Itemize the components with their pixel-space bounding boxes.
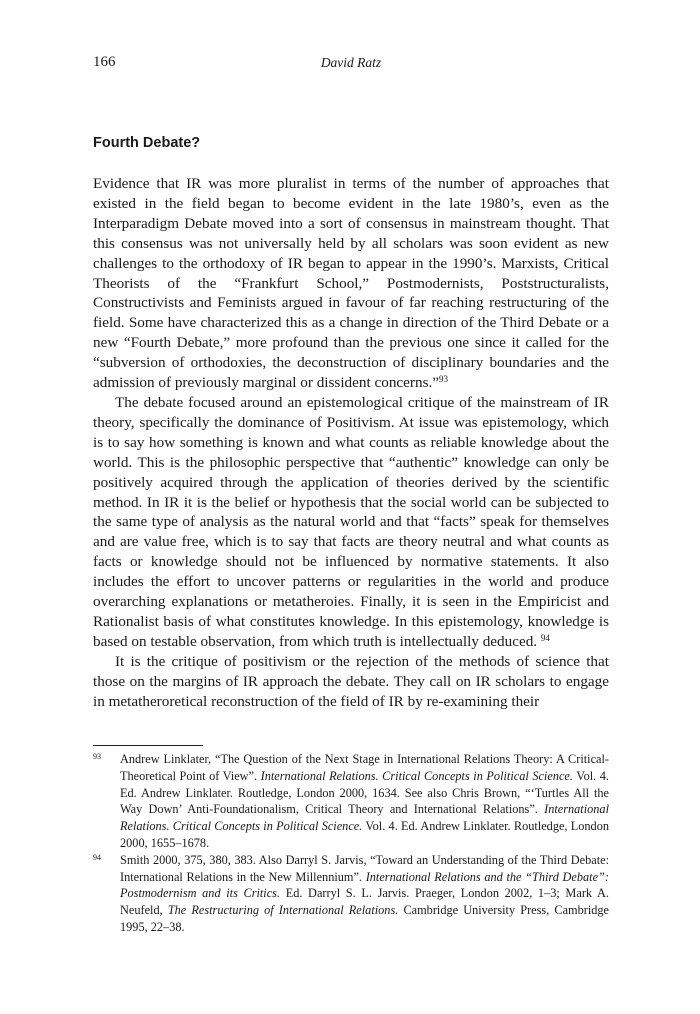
page-number: 166 [93,54,116,70]
footnote-text: Smith 2000, 375, 380, 383. Also Darryl S. Jarvis, “Toward an Understanding of the Third Debate: International Relations in the New Millennium”. [120,852,609,884]
footnote-text: Cambridge University Press, Cambridge 1995, 22–38. [120,903,610,934]
footnote-text: Vol. 4. Ed. Andrew Linklater. Routledge, London 2000, 1634. See also Chris Brown, “‘Turtles All the Way Down’ Anti-Foundationalism, Critical Theory and International Relations”. [120,768,610,817]
paragraph-3 [93,652,609,712]
body-text [93,174,609,711]
paragraph-1 [93,174,609,393]
paragraph-3-text: It is the critique of positivism or the rejection of the methods of science that those on the margins of IR approach the debate. They call on IR scholars to engage in metatheroretical reconstruction of the field of IR by re-examining their [93,652,609,710]
footnote-ref-93[interactable]: 93 [439,374,449,385]
footnote-text: Ed. Darryl S. L. Jarvis. Praeger, London 2002, 1–3; Mark A. Neufeld, [120,886,609,918]
footnote-title: International Relations. Critical Concepts in Political Science. [120,802,609,834]
footnote-divider [93,745,203,746]
footnote-text: Vol. 4. Ed. Andrew Linklater. Routledge, London 2000, 1655–1678. [120,819,610,850]
paragraph-2 [93,393,609,652]
footnote-94 [93,852,609,936]
paragraph-2-text: The debate focused around an epistemological critique of the mainstream of IR theory, specifically the dominance of Positivism. At issue was epistemology, which is to say how something is known and what counts as reliable knowledge about the world. This is the philosophic perspective that “authentic” knowledge can only be positively acquired through the application of theories derived by the scientific method. In IR it is the belief or hypothesis that the social world can be subjected to the same type of analysis as the natural world and that “facts” speak for themselves and are value free, which is to say that facts are theory neutral and what counts as facts or knowledge should not be influenced by normative statements. It also includes the effort to uncover patterns or regularities in the world and produce overarching explanations or metatheroies. Finally, it is seen in the Empiricist and Rationalist basis of what constitutes knowledge. In this epistemology, knowledge is based on testable observation, from which truth is intellectually deduced. [93,393,609,650]
footnote-93 [93,751,609,852]
footnote-title: International Relations and the “Third Debate”: Postmodernism and its Critics. [120,869,609,901]
footnote-text: Andrew Linklater, “The Question of the Next Stage in International Relations Theory: A Critical-Theoretical Point of View”. [120,752,609,783]
footnote-number: 93 [93,752,101,761]
paragraph-1-text: Evidence that IR was more pluralist in terms of the number of approaches that existed in the field began to become evident in the late 1980’s, even as the Interparadigm Debate moved into a sort of consensus in mainstream thought. That this consensus was not universally held by all scholars was soon evident as new challenges to the orthodoxy of IR began to appear in the 1990’s. Marxists, Critical Theorists of the “Frankfurt School,” Postmodernists, Poststructuralists, Constructivists and Feminists argued in favour of far reaching restructuring of the field. Some have characterized this as a change in direction of the Third Debate or a new “Fourth Debate,” more profound than the previous one since it called for the “subversion of orthodoxies, the deconstruction of disciplinary boundaries and the admission of previously marginal or dissident concerns.” [93,175,609,392]
footnote-number: 94 [93,852,101,862]
footnote-ref-94[interactable]: 94 [540,632,550,643]
section-heading: Fourth Debate? [93,135,201,151]
footnote-title: The Restructuring of International Relations. [167,903,399,918]
running-header [93,54,609,74]
footnote-title: International Relations. Critical Concepts in Political Science. [260,768,573,783]
footnotes [93,751,609,936]
running-author: David Ratz [320,55,382,70]
